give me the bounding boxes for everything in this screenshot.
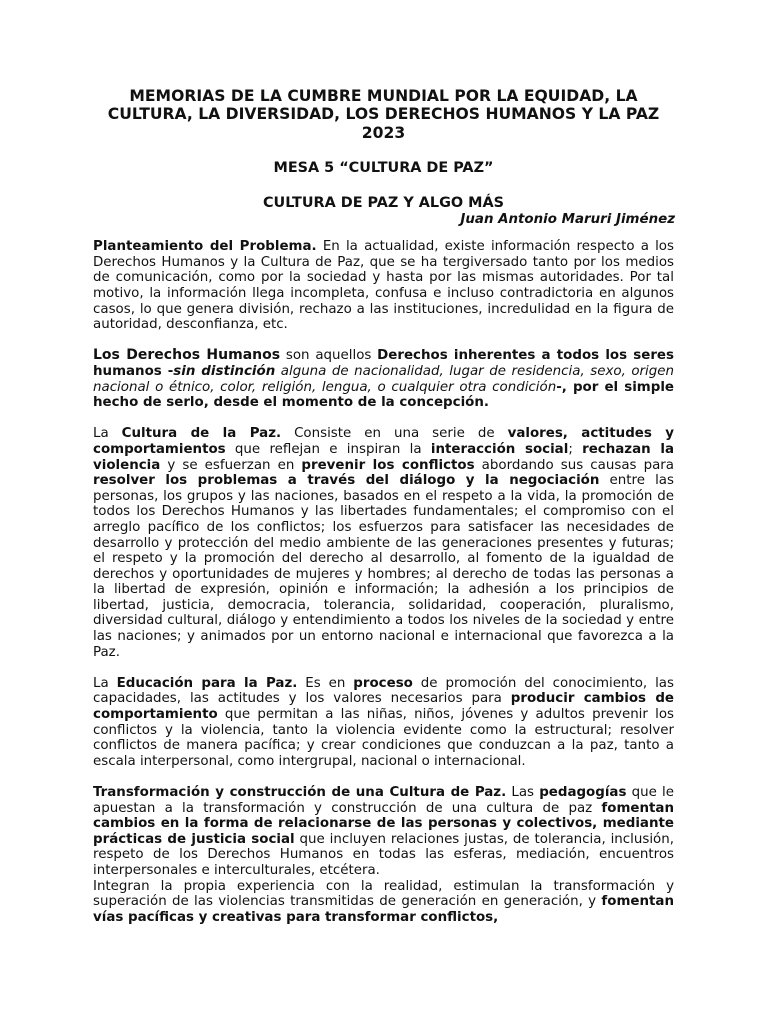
document-subtitle: MESA 5 “CULTURA DE PAZ”: [273, 160, 494, 177]
transformacion-text-1: Las: [506, 785, 540, 800]
derechos-bold-1: Derechos inherentes a todos los seres humanos -: [93, 348, 674, 379]
educacion-bold-proceso: proceso: [353, 675, 413, 691]
educacion-text-3: de promoción del conocimiento, las capacidades, las actitudes y los valores necesarios para: [93, 675, 674, 707]
educacion-text-4: que permitan a las niñas, niños, jóvenes y adultos prevenir los conflictos y la violencia, tanto la violencia evidente como la estructural; resolver conflictos de manera pacífica; y crear condiciones que conduzcan a la paz, tanto a escala interpersonal, como intergrupal, nacional o internacional.: [93, 707, 674, 769]
transformacion-lead: Transformación y construcción de una Cultura de Paz.: [93, 785, 507, 800]
paragraph-cultura-de-paz: [93, 426, 674, 660]
paragraph-derechos-humanos: [93, 348, 674, 410]
educacion-text-1: La: [93, 675, 117, 691]
cultura-text-2: Consiste en una serie de: [281, 426, 508, 442]
planteamiento-text: En la actualidad, existe información respecto a los Derechos Humanos y la Cultura de Paz, que se ha tergiversado tanto por los medios de comunicación, como por la sociedad y hasta por las mismas autoridades. Por tal motivo, la información llega incompleta, confusa e incluso contradictoria en algunos casos, lo que genera división, rechazo a las instituciones, incredulidad en la figura de autoridad, desconfianza, etc.: [93, 239, 674, 333]
cultura-text-1: La: [93, 426, 122, 442]
cultura-text-5: y se esfuerzan en: [160, 457, 302, 473]
derechos-text-1: son aquellos: [280, 348, 378, 364]
transformacion-bold-pedagogias: pedagogías: [539, 785, 627, 800]
author-name: Juan Antonio Maruri Jiménez: [460, 212, 675, 228]
article-title: CULTURA DE PAZ Y ALGO MÁS: [263, 195, 504, 212]
paragraph-planteamiento: [93, 239, 674, 333]
cultura-text-6: abordando sus causas para: [474, 457, 675, 473]
cultura-text-3: que reflejan e inspiran la: [225, 441, 431, 457]
paragraph-transformacion: [93, 785, 674, 879]
educacion-text-2: Es en: [297, 675, 354, 691]
derechos-lead: Los Derechos Humanos: [93, 347, 281, 364]
planteamiento-lead: Planteamiento del Problema.: [93, 239, 317, 255]
derechos-sin-distincion: sin distinción: [173, 363, 276, 379]
document-title: MEMORIAS DE LA CUMBRE MUNDIAL POR LA EQUIDAD, LA CULTURA, LA DIVERSIDAD, LOS DERECHOS HUMANOS Y LA PAZ 2023: [107, 87, 660, 142]
cultura-text-4: ;: [568, 441, 583, 457]
cultura-bold-interaccion: interacción social: [430, 441, 569, 457]
paragraph-educacion-para-la-paz: [93, 676, 674, 770]
cultura-lead: Cultura de la Paz.: [121, 426, 282, 442]
integran-bold-fomentan: fomentan vías pacíficas y creativas para transformar conflictos,: [93, 894, 674, 925]
transformacion-bold-fomentan: fomentan cambios en la forma de relacionarse de las personas y colectivos, mediante prácticas de justicia social: [93, 800, 674, 847]
cultura-bold-valores: valores, actitudes y comportamientos: [93, 426, 674, 457]
educacion-lead: Educación para la Paz.: [116, 675, 298, 691]
cultura-bold-prevenir: prevenir los conflictos: [301, 457, 475, 473]
integran-text-1: Integran la propia experiencia con la realidad, estimulan la transformación y superación de las violencias transmitidas de generación en generación, y: [93, 878, 674, 910]
cultura-text-7: entre las personas, los grupos y las naciones, basados en el respeto a la vida, la promoción de todos los Derechos Humanos y las libertades fundamentales; el compromiso con el arreglo pacífico de los conflictos; los esfuerzos para satisfacer las necesidades de desarrollo y protección del medio ambiente de las generaciones presentes y futuras; el respeto y la promoción del derecho al desarrollo, al fomento de la igualdad de derechos y oportunidades de mujeres y hombres; al derecho de todas las personas a la libertad de expresión, opinión e información; la adhesión a los principios de libertad, justicia, democracia, tolerancia, solidaridad, cooperación, pluralismo, diversidad cultural, diálogo y entendimiento a todos los niveles de la sociedad y entre las naciones; y animados por un entorno nacional e internacional que favorezca a la Paz.: [93, 473, 674, 660]
derechos-bold-2: -, por el simple hecho de serlo, desde el momento de la concepción.: [93, 379, 674, 411]
educacion-bold-cambios: producir cambios de comportamiento: [93, 691, 674, 723]
paragraph-integran: [93, 879, 674, 926]
cultura-bold-resolver: resolver los problemas a través del diálogo y la negociación: [93, 473, 600, 489]
transformacion-text-2: que le apuestan a la transformación y construcción de una cultura de paz: [93, 785, 674, 816]
derechos-italic-text: alguna de nacionalidad, lugar de residencia, sexo, origen nacional o étnico, color, religión, lengua, o cualquier otra condición: [93, 363, 675, 395]
transformacion-text-3: que incluyen relaciones justas, de tolerancia, inclusión, respeto de los Derechos Humanos en todas las esferas, mediación, encuentros interpersonales e interculturales, etcétera.: [93, 831, 674, 878]
cultura-bold-rechazan: rechazan la violencia: [93, 441, 674, 473]
